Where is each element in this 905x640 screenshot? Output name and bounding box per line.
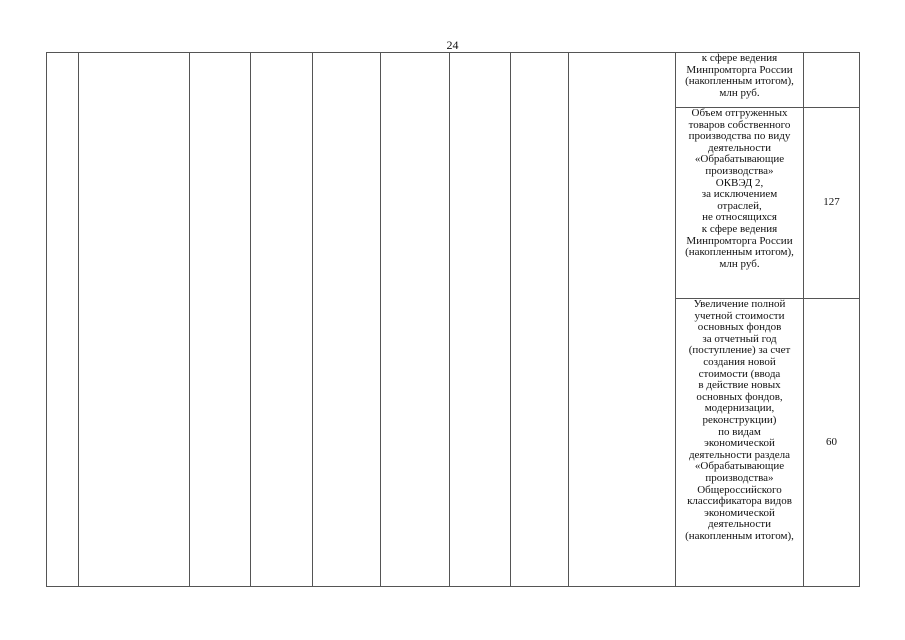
indicator-text-line: создания новой xyxy=(703,355,776,368)
indicator-text-line: Минпромторга России xyxy=(686,234,793,247)
indicator-text-line: Общероссийского xyxy=(697,483,782,496)
indicator-text-line: (накопленным итогом), xyxy=(685,246,794,259)
indicator-text-line: товаров собственного xyxy=(688,118,791,131)
table-cell-col-1 xyxy=(47,53,79,587)
indicator-text-line: учетной стоимости xyxy=(694,309,785,322)
indicator-text-line: «Обрабатывающие xyxy=(694,153,785,166)
indicator-text-line: к сфере ведения xyxy=(701,222,778,235)
indicator-text-line: экономической xyxy=(704,506,775,519)
indicator-text-line: Объем отгруженных xyxy=(691,107,788,119)
indicator-text-line: деятельности раздела xyxy=(688,448,791,461)
value-cell-2: 127 xyxy=(804,108,860,299)
indicator-text-line: ОКВЭД 2, xyxy=(715,176,764,189)
table-cell-col-2 xyxy=(79,53,190,587)
indicator-text-line: (накопленным итогом), xyxy=(685,75,794,88)
indicator-cell-2 xyxy=(676,108,804,299)
indicator-text-line: экономической xyxy=(704,437,775,450)
indicator-text-line: за исключением xyxy=(701,188,778,201)
indicator-cell-3 xyxy=(676,299,804,587)
indicator-text-line: по видам xyxy=(718,425,761,438)
indicator-text-line: (поступление) за счет xyxy=(688,344,791,357)
indicator-text-line: отраслей, xyxy=(717,199,762,212)
indicator-text-line: не относящихся xyxy=(702,211,777,224)
indicator-text-line: (накопленным итогом), xyxy=(685,529,794,542)
indicator-text-line: «Обрабатывающие xyxy=(694,460,785,473)
indicator-text-line: к сфере ведения xyxy=(701,52,778,64)
page-number: 24 xyxy=(446,38,459,52)
indicator-text-line: производства» xyxy=(705,164,774,177)
indicator-text-line: млн руб. xyxy=(719,257,760,270)
table-cell-col-5 xyxy=(313,53,381,587)
table-cell-col-9 xyxy=(569,53,676,587)
indicator-text-line: основных фондов, xyxy=(696,390,783,403)
indicator-text-line: основных фондов xyxy=(697,321,782,334)
indicator-text-line: стоимости (ввода xyxy=(698,367,781,380)
indicator-cell-1 xyxy=(676,53,804,108)
table-cell-col-6 xyxy=(381,53,450,587)
table-cell-col-4 xyxy=(251,53,313,587)
indicator-text-line: производства» xyxy=(705,471,774,484)
indicator-text-line: Минпромторга России xyxy=(686,63,793,76)
indicator-text-line: Увеличение полной xyxy=(693,298,786,310)
indicator-text-line: в действие новых xyxy=(698,379,781,392)
value-cell-1 xyxy=(804,53,860,108)
indicator-text-line: модернизации, xyxy=(704,402,775,415)
indicator-text-line: млн руб. xyxy=(719,86,760,99)
indicator-text-line: реконструкции) xyxy=(702,413,777,426)
indicator-text-line: деятельности xyxy=(708,141,771,154)
indicator-text-line: классификатора видов xyxy=(687,495,792,508)
indicator-text-line: деятельности xyxy=(708,518,771,531)
indicator-text-line: производства по виду xyxy=(688,130,791,143)
table-cell-col-7 xyxy=(450,53,511,587)
value-cell-3: 60 xyxy=(804,299,860,587)
indicator-text-line: за отчетный год xyxy=(702,332,777,345)
table-row xyxy=(47,53,860,108)
table-cell-col-3 xyxy=(190,53,251,587)
table-cell-col-8 xyxy=(511,53,569,587)
indicators-table xyxy=(46,52,860,587)
